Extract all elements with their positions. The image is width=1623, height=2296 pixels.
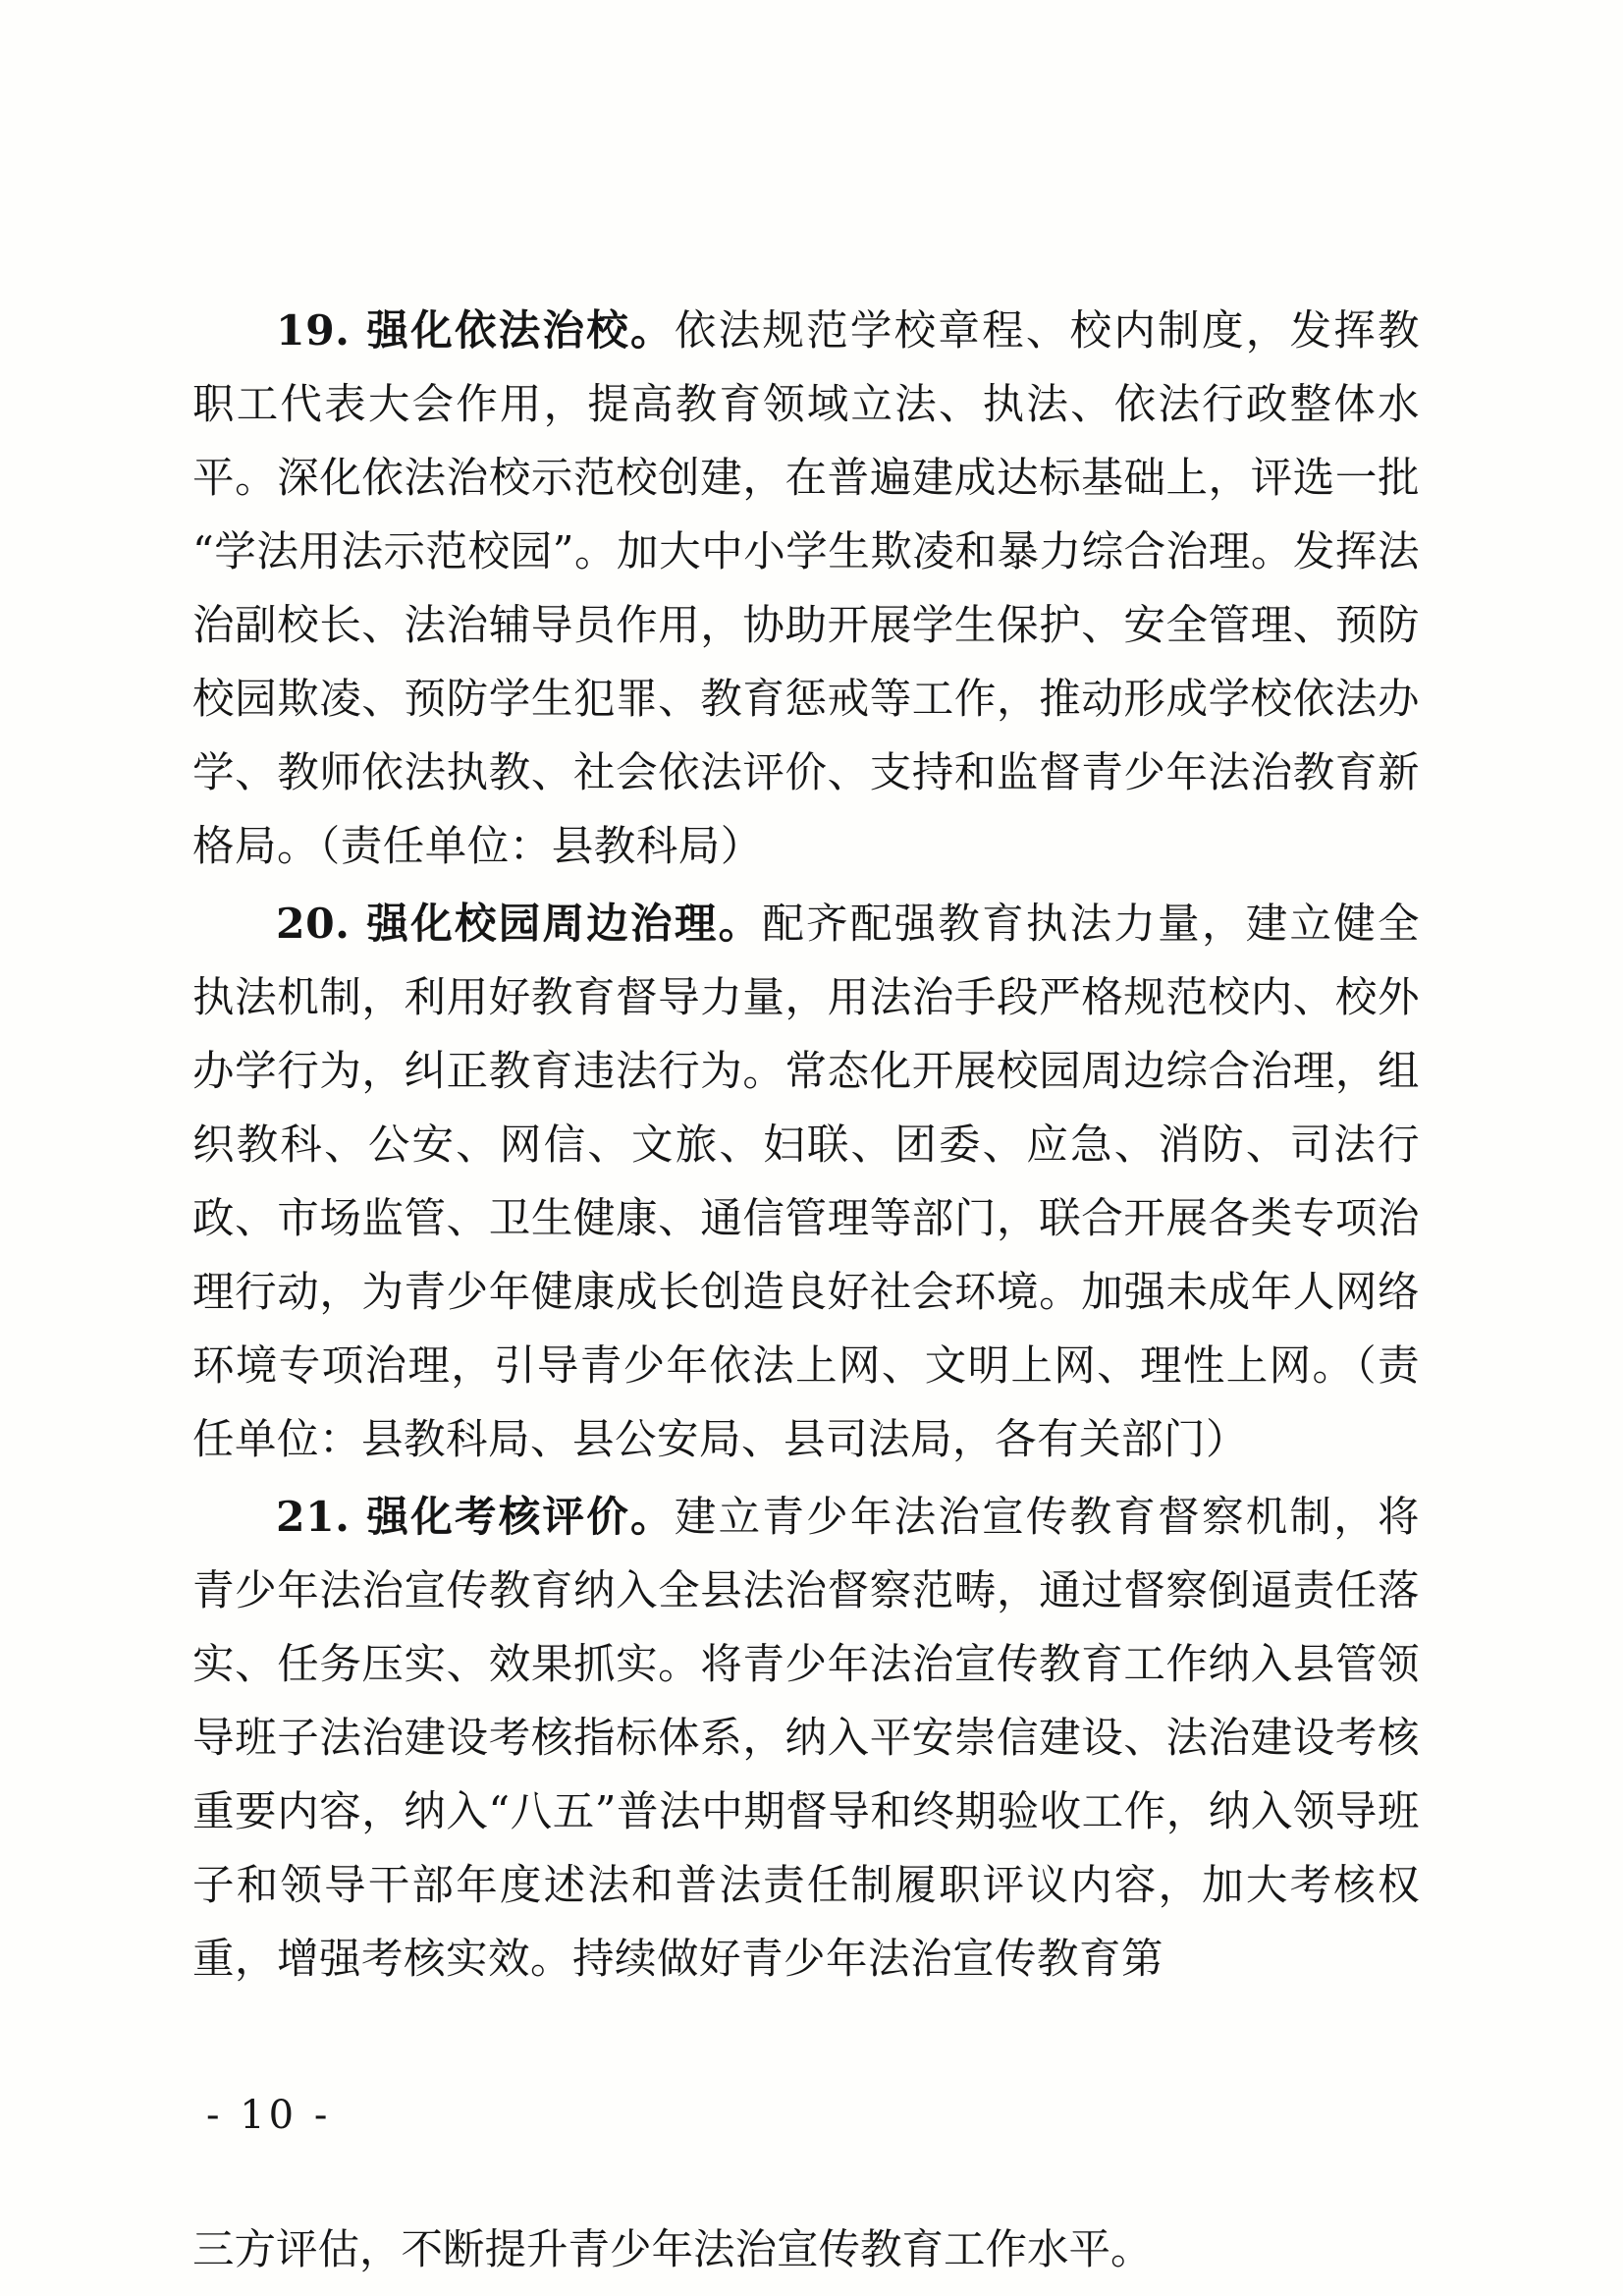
paragraph-19-body: 依法规范学校章程、校内制度，发挥教职工代表大会作用，提高教育领域立法、执法、依法行政整体水平。深化依法治校示范校创建，在普遍建成达标基础上，评选一批“学法用法示范校园”。加大中小学生欺凌和暴力综合治理。发挥法治副校长、法治辅导员作用，协助开展学生保护、安全管理、预防校园欺凌、预防学生犯罪、教育惩戒等工作，推动形成学校依法办学、教师依法执教、社会依法评价、支持和监督青少年法治教育新格局。（责任单位：县教科局） [192,307,1420,871]
page-footer [192,2090,1420,2141]
paragraph-20 [192,888,1420,1477]
paragraph-19 [192,295,1420,884]
paragraph-21-body: 建立青少年法治宣传教育督察机制，将青少年法治宣传教育纳入全县法治督察范畴，通过督察倒逼责任落实、任务压实、效果抓实。将青少年法治宣传教育工作纳入县管领导班子法治建设考核指标体系，纳入平安崇信建设、法治建设考核重要内容，纳入“八五”普法中期督导和终期验收工作，纳入领导班子和领导干部年度述法和普法责任制履职评议内容，加大考核权重，增强考核实效。持续做好青少年法治宣传教育第 [192,1494,1420,1984]
paragraph-21-lead: 21. 强化考核评价。 [276,1493,675,1542]
paragraph-19-lead: 19. 强化依法治校。 [276,306,675,355]
paragraph-21 [192,1481,1420,1996]
paragraph-20-lead: 20. 强化校园周边治理。 [276,900,763,949]
page-number: - 10 - [206,2093,332,2138]
document-body [192,295,1420,2000]
next-page-overflow-text: 三方评估，不断提升青少年法治宣传教育工作水平。 [192,2226,1153,2274]
paragraph-20-body: 配齐配强教育执法力量，建立健全执法机制，利用好教育督导力量，用法治手段严格规范校内、校外办学行为，纠正教育违法行为。常态化开展校园周边综合治理，组织教科、公安、网信、文旅、妇联、团委、应急、消防、司法行政、市场监管、卫生健康、通信管理等部门，联合开展各类专项治理行动，为青少年健康成长创造良好社会环境。加强未成年人网络环境专项治理，引导青少年依法上网、文明上网、理性上网。（责任单位：县教科局、县公安局、县司法局，各有关部门） [192,901,1420,1464]
